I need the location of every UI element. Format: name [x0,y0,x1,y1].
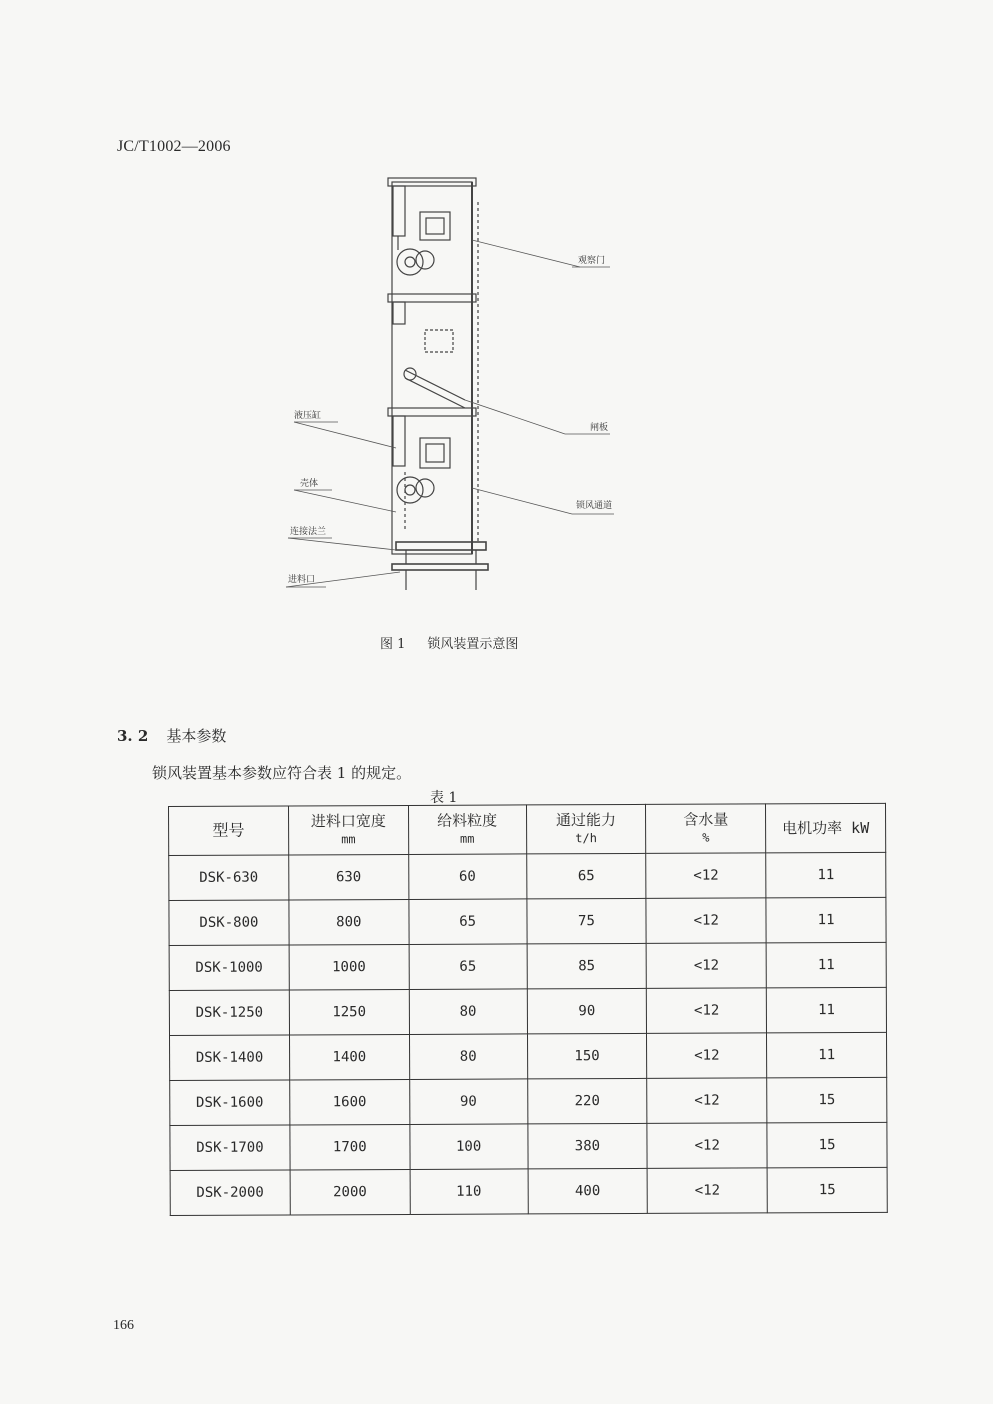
parameters-table [168,803,888,1216]
cell-feed-size: 65 [409,944,527,990]
cell-inlet-width: 1400 [289,1034,409,1080]
cell-moisture: <12 [647,1033,767,1079]
section-heading [117,725,226,746]
cell-moisture: <12 [646,943,766,989]
cell-motor-power: 15 [767,1167,887,1213]
cell-feed-size: 80 [409,1034,527,1080]
label-inlet: 进料口 [288,575,316,585]
label-flap-plate: 闸板 [590,423,609,433]
cell-capacity: 75 [526,898,646,944]
cell-feed-size: 60 [408,854,526,900]
table-row [169,942,886,990]
header-inlet-width: 进料口宽度 mm [288,805,408,855]
cell-capacity: 85 [527,943,647,989]
cell-motor-power: 11 [766,987,886,1033]
cell-moisture: <12 [647,988,767,1034]
cell-motor-power: 11 [767,1032,887,1078]
label-hydraulic-cylinder: 液压缸 [294,411,322,421]
table-row [170,1167,887,1215]
cell-motor-power: 11 [766,897,886,943]
section-number: 3. 2 [117,727,149,745]
cell-inlet-width: 1000 [289,944,409,990]
table-row [169,852,886,900]
header-capacity: 通过能力 t/h [526,804,646,854]
cell-feed-size: 110 [410,1169,528,1215]
cell-moisture: <12 [647,1078,767,1124]
cell-model: DSK-1700 [170,1125,290,1171]
cell-moisture: <12 [647,1123,767,1169]
label-inspection-door: 观察门 [578,256,606,266]
cell-model: DSK-2000 [170,1170,290,1216]
label-connecting-flange: 连接法兰 [290,527,327,537]
table-row [170,1122,887,1170]
table-row [169,897,886,945]
cell-motor-power: 15 [767,1122,887,1168]
figure-title: 锁风装置示意图 [427,637,519,652]
cell-motor-power: 11 [766,942,886,988]
cell-moisture: <12 [646,898,766,944]
cell-inlet-width: 630 [289,854,409,900]
figure-caption [380,633,518,652]
table-title: 表 1 [430,790,458,806]
cell-feed-size: 80 [409,989,527,1035]
figure-number: 图 1 [380,637,406,652]
header-model: 型号 [169,806,289,856]
cell-moisture: <12 [646,853,766,899]
page-number: 166 [113,1318,134,1333]
header-moisture: 含水量 % [646,804,766,854]
cell-capacity: 65 [526,853,646,899]
label-air-lock-channel: 锁风通道 [576,501,613,511]
table-row [170,1077,887,1125]
cell-feed-size: 100 [410,1124,528,1170]
header-motor-power: 电机功率 kW [766,803,886,853]
section-intro: 锁风装置基本参数应符合表 1 的规定。 [152,764,412,782]
cell-inlet-width: 1250 [289,989,409,1035]
cell-model: DSK-1250 [169,990,289,1036]
cell-capacity: 400 [528,1168,648,1214]
cell-feed-size: 65 [409,899,527,945]
table-header-row [169,803,886,855]
standard-code: JC/T1002—2006 [117,138,231,155]
cell-capacity: 380 [527,1123,647,1169]
table-row [170,1032,887,1080]
cell-model: DSK-1600 [170,1080,290,1126]
cell-inlet-width: 2000 [290,1169,410,1215]
cell-motor-power: 11 [766,852,886,898]
cell-model: DSK-1000 [169,945,289,991]
cell-motor-power: 15 [767,1077,887,1123]
cell-inlet-width: 1700 [290,1124,410,1170]
section-title: 基本参数 [166,727,227,745]
cell-inlet-width: 800 [289,899,409,945]
cell-capacity: 150 [527,1033,647,1079]
cell-model: DSK-630 [169,855,289,901]
cell-inlet-width: 1600 [290,1079,410,1125]
cell-moisture: <12 [647,1168,767,1214]
label-shell: 壳体 [300,479,319,489]
air-lock-schematic [280,172,620,602]
cell-model: DSK-1400 [170,1035,290,1081]
cell-model: DSK-800 [169,900,289,946]
header-feed-size: 给料粒度 mm [408,805,526,855]
cell-feed-size: 90 [409,1079,527,1125]
cell-capacity: 220 [527,1078,647,1124]
table-row [169,987,886,1035]
cell-capacity: 90 [527,988,647,1034]
